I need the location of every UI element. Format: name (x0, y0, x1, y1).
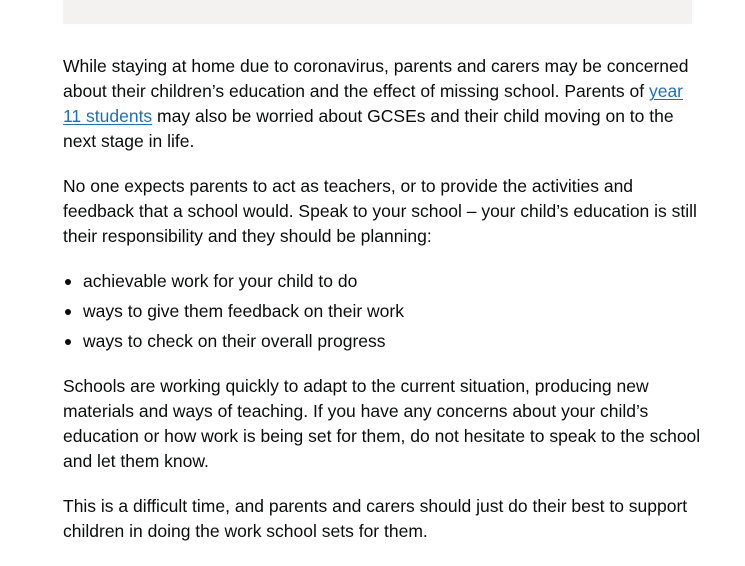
paragraph-expectations: No one expects parents to act as teachers, or to provide the activities and feedback that a school would. Speak to your school – your child’s education is still their responsibility and they should be planning: (63, 176, 697, 246)
paragraph-intro-start: While staying at home due to coronavirus, parents and carers may be concerned about their children’s education and the effect of missing school. Parents of (63, 56, 689, 101)
year-11-students-link[interactable]: year 11 students (63, 81, 684, 126)
paragraph-schools-adapting: Schools are working quickly to adapt to the current situation, producing new materials and ways of teaching. If you have any concerns about your child’s education or how work is being set for them, do not hesitate to speak to the school and let them know. (63, 376, 701, 471)
paragraph-intro (63, 54, 703, 154)
paragraph-difficult-time: This is a difficult time, and parents and carers should just do their best to support children in doing the work school sets for them. (63, 496, 688, 541)
inset-panel (63, 0, 692, 24)
paragraph-intro-end: may also be worried about GCSEs and their child moving on to the next stage in life. (63, 106, 674, 151)
list-item: ways to give them feedback on their work (83, 299, 703, 324)
article-body (63, 54, 703, 564)
list-item: ways to check on their overall progress (83, 329, 703, 354)
list-item: achievable work for your child to do (83, 269, 703, 294)
school-planning-list (63, 269, 703, 354)
